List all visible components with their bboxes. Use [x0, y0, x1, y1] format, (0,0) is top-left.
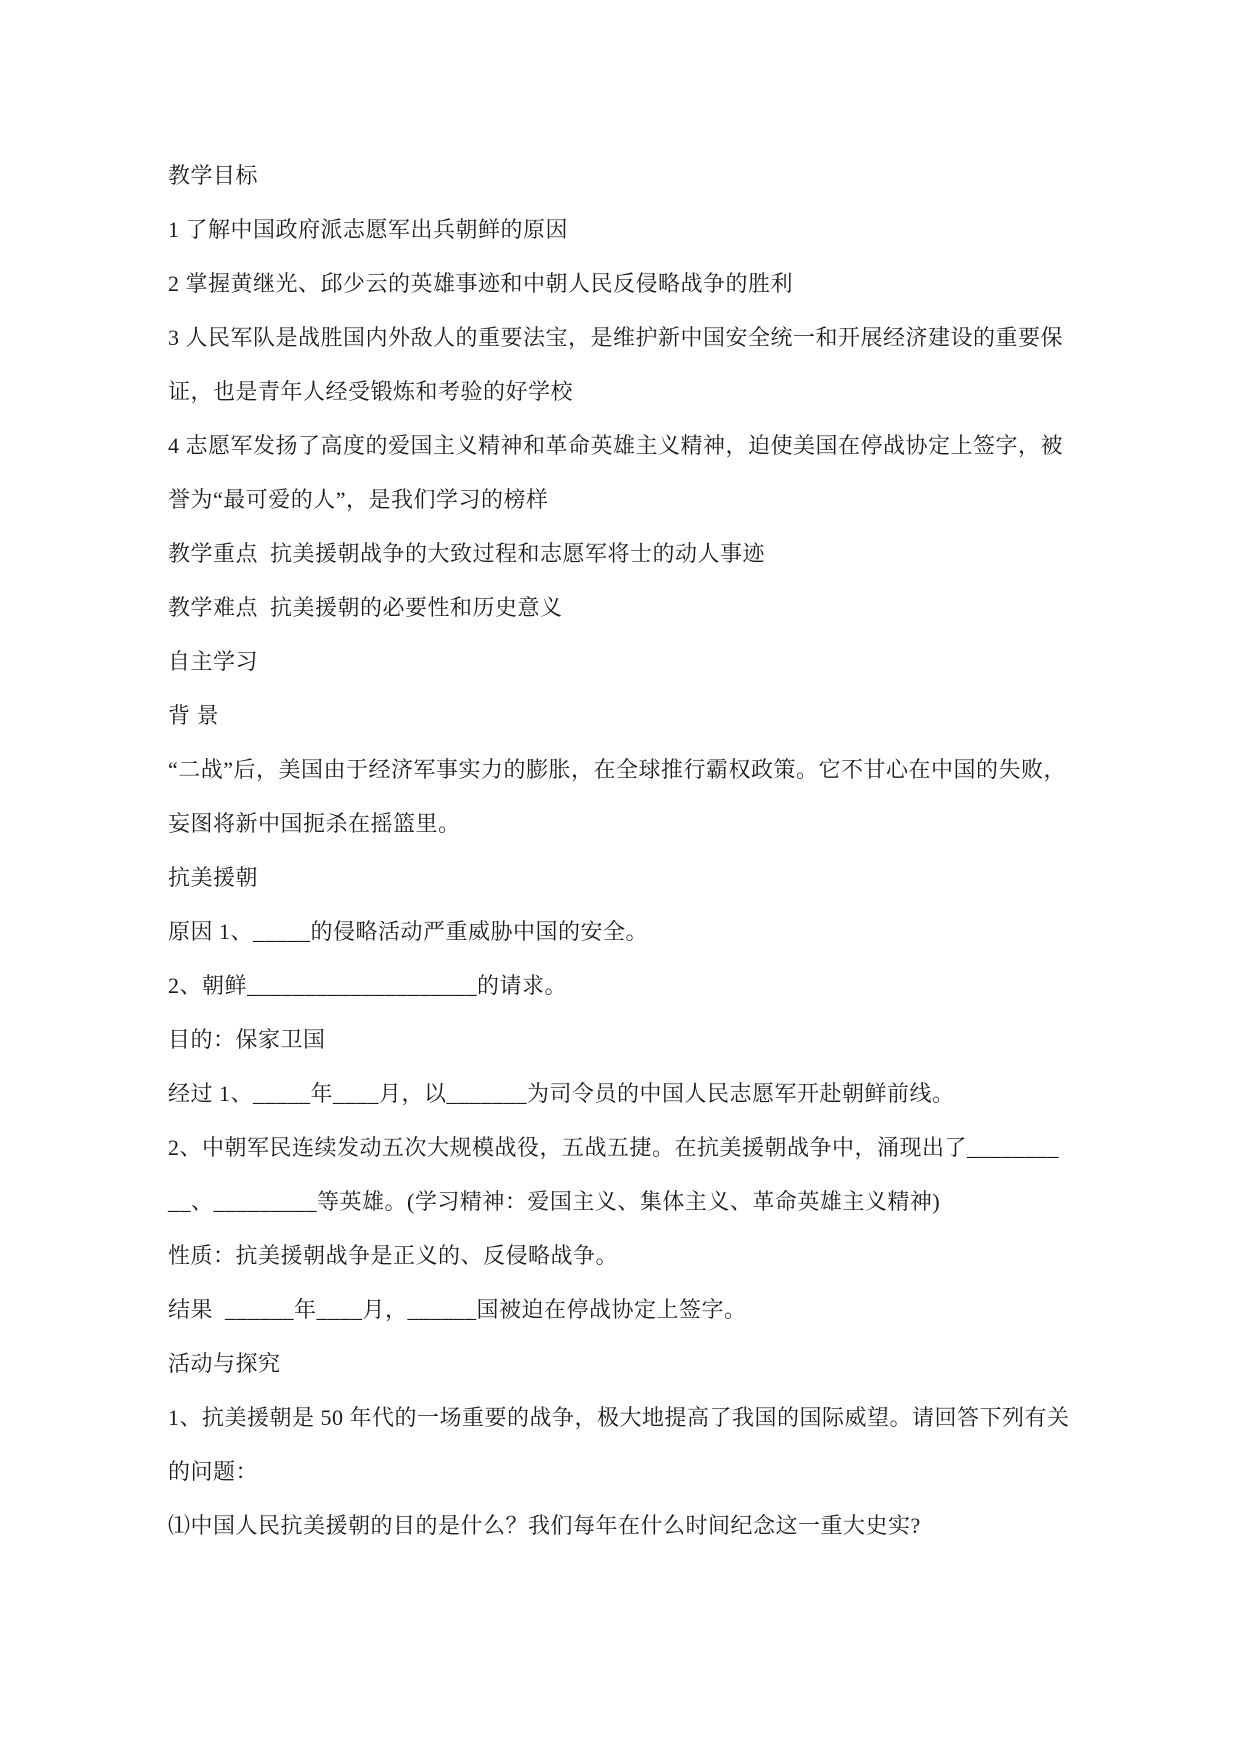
text-line: 的问题： — [168, 1459, 259, 1484]
text-line: 2 掌握黄继光、邱少云的英雄事迹和中朝人民反侵略战争的胜利 — [168, 271, 794, 296]
text-line: 教学目标 — [168, 163, 259, 188]
text-line: 经过 1、_____年____月，以_______为司令员的中国人民志愿军开赴朝鲜前线。 — [168, 1081, 955, 1106]
text-line: “二战”后，美国由于经济军事实力的膨胀，在全球推行霸权政策。它不甘心在中国的失败， — [168, 757, 1067, 782]
text-line: 自主学习 — [168, 649, 259, 674]
text-line: 原因 1、_____的侵略活动严重威胁中国的安全。 — [168, 919, 649, 944]
text-line: 誉为“最可爱的人”，是我们学习的榜样 — [168, 487, 549, 512]
text-line: 目的：保家卫国 — [168, 1027, 326, 1052]
text-line: ⑴中国人民抗美援朝的目的是什么？我们每年在什么时间纪念这一重大史实? — [168, 1513, 921, 1538]
text-line: 妄图将新中国扼杀在摇篮里。 — [168, 811, 461, 836]
text-line: 证，也是青年人经受锻炼和考验的好学校 — [168, 379, 574, 404]
text-line: 教学重点 抗美援朝战争的大致过程和志愿军将士的动人事迹 — [168, 541, 766, 566]
text-line: 结果 ______年____月，______国被迫在停战协定上签字。 — [168, 1297, 747, 1322]
text-line: 4 志愿军发扬了高度的爱国主义精神和革命英雄主义精神，迫使美国在停战协定上签字，被 — [168, 433, 1064, 458]
text-line: 背 景 — [168, 703, 220, 728]
text-line: 3 人民军队是战胜国内外敌人的重要法宝，是维护新中国安全统一和开展经济建设的重要保 — [168, 325, 1064, 350]
text-line: 1 了解中国政府派志愿军出兵朝鲜的原因 — [168, 217, 569, 242]
text-line: 性质：抗美援朝战争是正义的、反侵略战争。 — [168, 1243, 619, 1268]
text-line: 教学难点 抗美援朝的必要性和历史意义 — [168, 595, 563, 620]
text-line: __、_________等英雄。(学习精神：爱国主义、集体主义、革命英雄主义精神) — [168, 1189, 941, 1214]
text-line: 抗美援朝 — [168, 865, 259, 890]
document-body — [168, 149, 1078, 1553]
text-line: 1、抗美援朝是 50 年代的一场重要的战争，极大地提高了我国的国际威望。请回答下列有关 — [168, 1405, 1070, 1430]
text-line: 2、中朝军民连续发动五次大规模战役，五战五捷。在抗美援朝战争中，涌现出了________ — [168, 1135, 1060, 1160]
text-line: 活动与探究 — [168, 1351, 281, 1376]
text-line: 2、朝鲜____________________的请求。 — [168, 973, 568, 998]
